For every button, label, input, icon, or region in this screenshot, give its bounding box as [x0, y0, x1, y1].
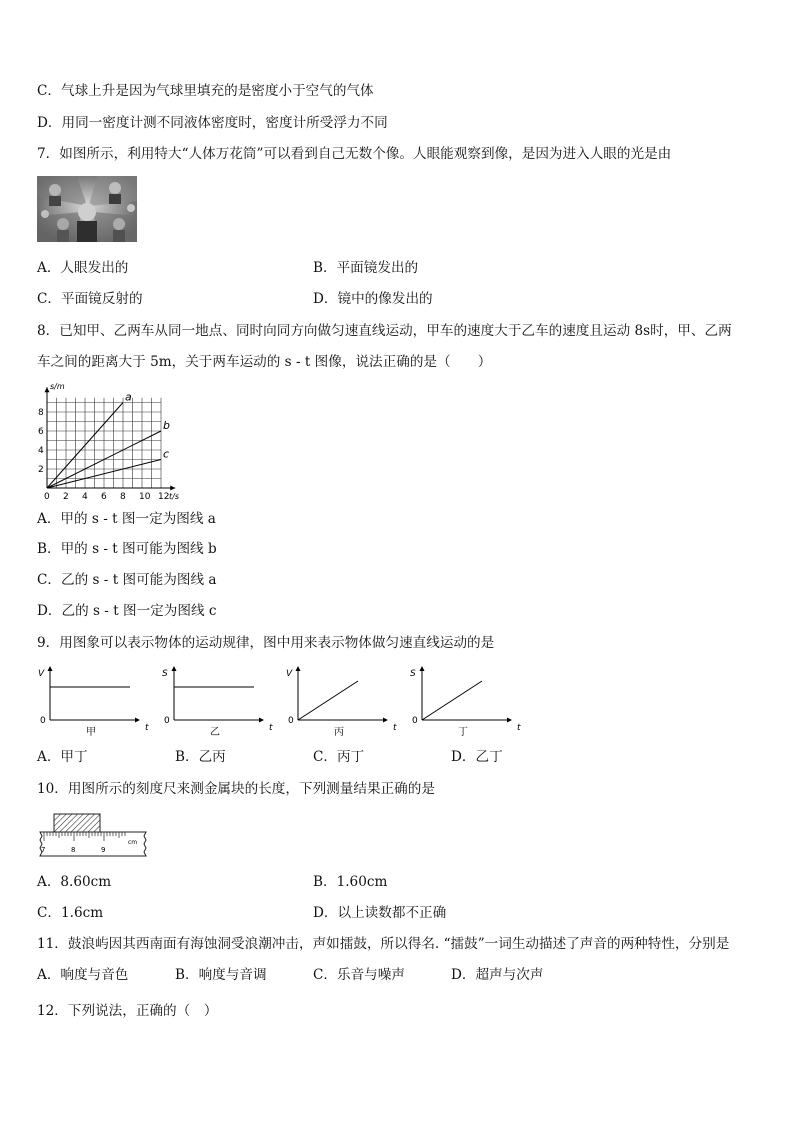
q8-option-d: D．乙的 s - t 图一定为图线 c [37, 603, 217, 619]
series-label-a: a [125, 390, 132, 404]
graph-x-label: t [269, 723, 273, 733]
q10-stem: 10．用图所示的刻度尺来测金属块的长度，下列测量结果正确的是 [37, 781, 435, 797]
q9-option-b: B．乙丙 [175, 749, 226, 765]
series-label-c: c [163, 447, 170, 461]
graph-origin: 0 [164, 716, 170, 726]
q11-option-a: A．响度与音色 [37, 967, 129, 983]
graph-origin: 0 [288, 716, 294, 726]
ruler-label-8: 8 [71, 846, 76, 854]
q7-option-b: B．平面镜发出的 [313, 260, 419, 276]
graph-x-label: t [145, 723, 149, 733]
motion-graph-3 [286, 666, 397, 738]
ruler-figure [36, 810, 151, 862]
x-tick-label: 10 [139, 492, 151, 502]
ruler-label-9: 9 [101, 846, 106, 854]
motion-graphs [30, 662, 530, 742]
graph-x-label: t [393, 723, 397, 733]
x-axis-arrow [170, 486, 175, 491]
y-tick-label: 4 [38, 446, 44, 456]
y-tick-label: 2 [38, 465, 44, 475]
graph-line [298, 681, 358, 720]
q11-option-d: D．超声与次声 [451, 967, 544, 983]
series-label-b: b [163, 419, 170, 432]
graph-y-label: S [162, 669, 168, 679]
graph-y-arrow [420, 666, 425, 671]
metal-block [54, 814, 100, 832]
q10-option-a: A．8.60cm [37, 874, 112, 890]
x-tick-label: 4 [82, 492, 88, 502]
q6-option-c: C．气球上升是因为气球里填充的是密度小于空气的气体 [37, 83, 374, 99]
x-tick-label: 12 [158, 492, 170, 502]
y-tick-label: 6 [38, 427, 44, 437]
q7-option-a: A．人眼发出的 [37, 260, 129, 276]
graph-line [422, 681, 482, 720]
q11-stem: 11．鼓浪屿因其西南面有海蚀洞受浪潮冲击，声如擂鼓，所以得名. “擂鼓”一词生动描述了声音的两种特性，分别是 [37, 936, 730, 952]
graph-y-arrow [172, 666, 177, 671]
x-axis-label: t/s [169, 492, 179, 501]
y-axis-label: s/m [50, 382, 65, 392]
motion-graph-4 [410, 666, 521, 738]
q10-option-d: D．以上读数都不正确 [313, 905, 447, 921]
graph-name: 甲 [86, 727, 96, 738]
q8-option-a: A．甲的 s - t 图一定为图线 a [37, 511, 216, 527]
x-tick-label: 6 [101, 492, 107, 502]
x-tick-label: 0 [44, 492, 50, 502]
graph-y-label: S [410, 669, 416, 679]
graph-x-label: t [517, 723, 521, 733]
y-axis-arrow [45, 387, 50, 392]
graph-y-label: V [286, 669, 293, 679]
q8-option-b: B．甲的 s - t 图可能为图线 b [37, 541, 217, 557]
graph-y-arrow [296, 666, 301, 671]
kaleidoscope-photo [37, 176, 137, 242]
ruler-label-7: 7 [41, 846, 46, 854]
q11-option-c: C．乐音与噪声 [313, 967, 405, 983]
q9-option-d: D．乙丁 [451, 749, 503, 765]
q7-stem: 7．如图所示，利用特大“人体万花筒”可以看到自己无数个像。人眼能观察到像，是因为进入人眼的光是由 [37, 146, 672, 162]
graph-x-arrow [507, 718, 512, 723]
q12-stem: 12．下列说法，正确的（ ） [37, 1003, 218, 1019]
q7-option-c: C．平面镜反射的 [37, 291, 143, 307]
graph-name: 丙 [334, 727, 344, 738]
q10-option-b: B．1.60cm [313, 874, 388, 890]
q9-option-c: C．丙丁 [313, 749, 365, 765]
st-graph [30, 382, 200, 502]
q6-option-d: D．用同一密度计测不同液体密度时，密度计所受浮力不同 [37, 115, 388, 131]
q9-stem: 9．用图象可以表示物体的运动规律，图中用来表示物体做匀速直线运动的是 [37, 635, 495, 651]
graph-x-arrow [259, 718, 264, 723]
q9-option-a: A．甲丁 [37, 749, 88, 765]
q8-option-c: C．乙的 s - t 图可能为图线 a [37, 572, 217, 588]
q8-stem-line2: 车之间的距离大于 5m，关于两车运动的 s - t 图像，说法正确的是（ ） [37, 354, 492, 370]
q8-stem-line1: 8．已知甲、乙两车从同一地点、同时向同方向做匀速直线运动，甲车的速度大于乙车的速度且运动 8s时，甲、乙两 [37, 323, 732, 339]
q11-option-b: B．响度与音调 [175, 967, 267, 983]
motion-graph-1 [38, 666, 149, 738]
graph-name: 丁 [458, 727, 468, 738]
y-tick-label: 8 [38, 408, 44, 418]
q10-option-c: C．1.6cm [37, 905, 104, 921]
graph-y-arrow [48, 666, 53, 671]
ruler-unit: cm [128, 839, 138, 846]
graph-name: 乙 [210, 727, 220, 738]
graph-x-arrow [135, 718, 140, 723]
graph-y-label: V [38, 669, 45, 679]
graph-origin: 0 [412, 716, 418, 726]
motion-graph-2 [162, 666, 273, 738]
graph-origin: 0 [40, 716, 46, 726]
x-tick-label: 8 [120, 492, 126, 502]
q7-option-d: D．镜中的像发出的 [313, 291, 433, 307]
graph-x-arrow [383, 718, 388, 723]
x-tick-label: 2 [63, 492, 69, 502]
